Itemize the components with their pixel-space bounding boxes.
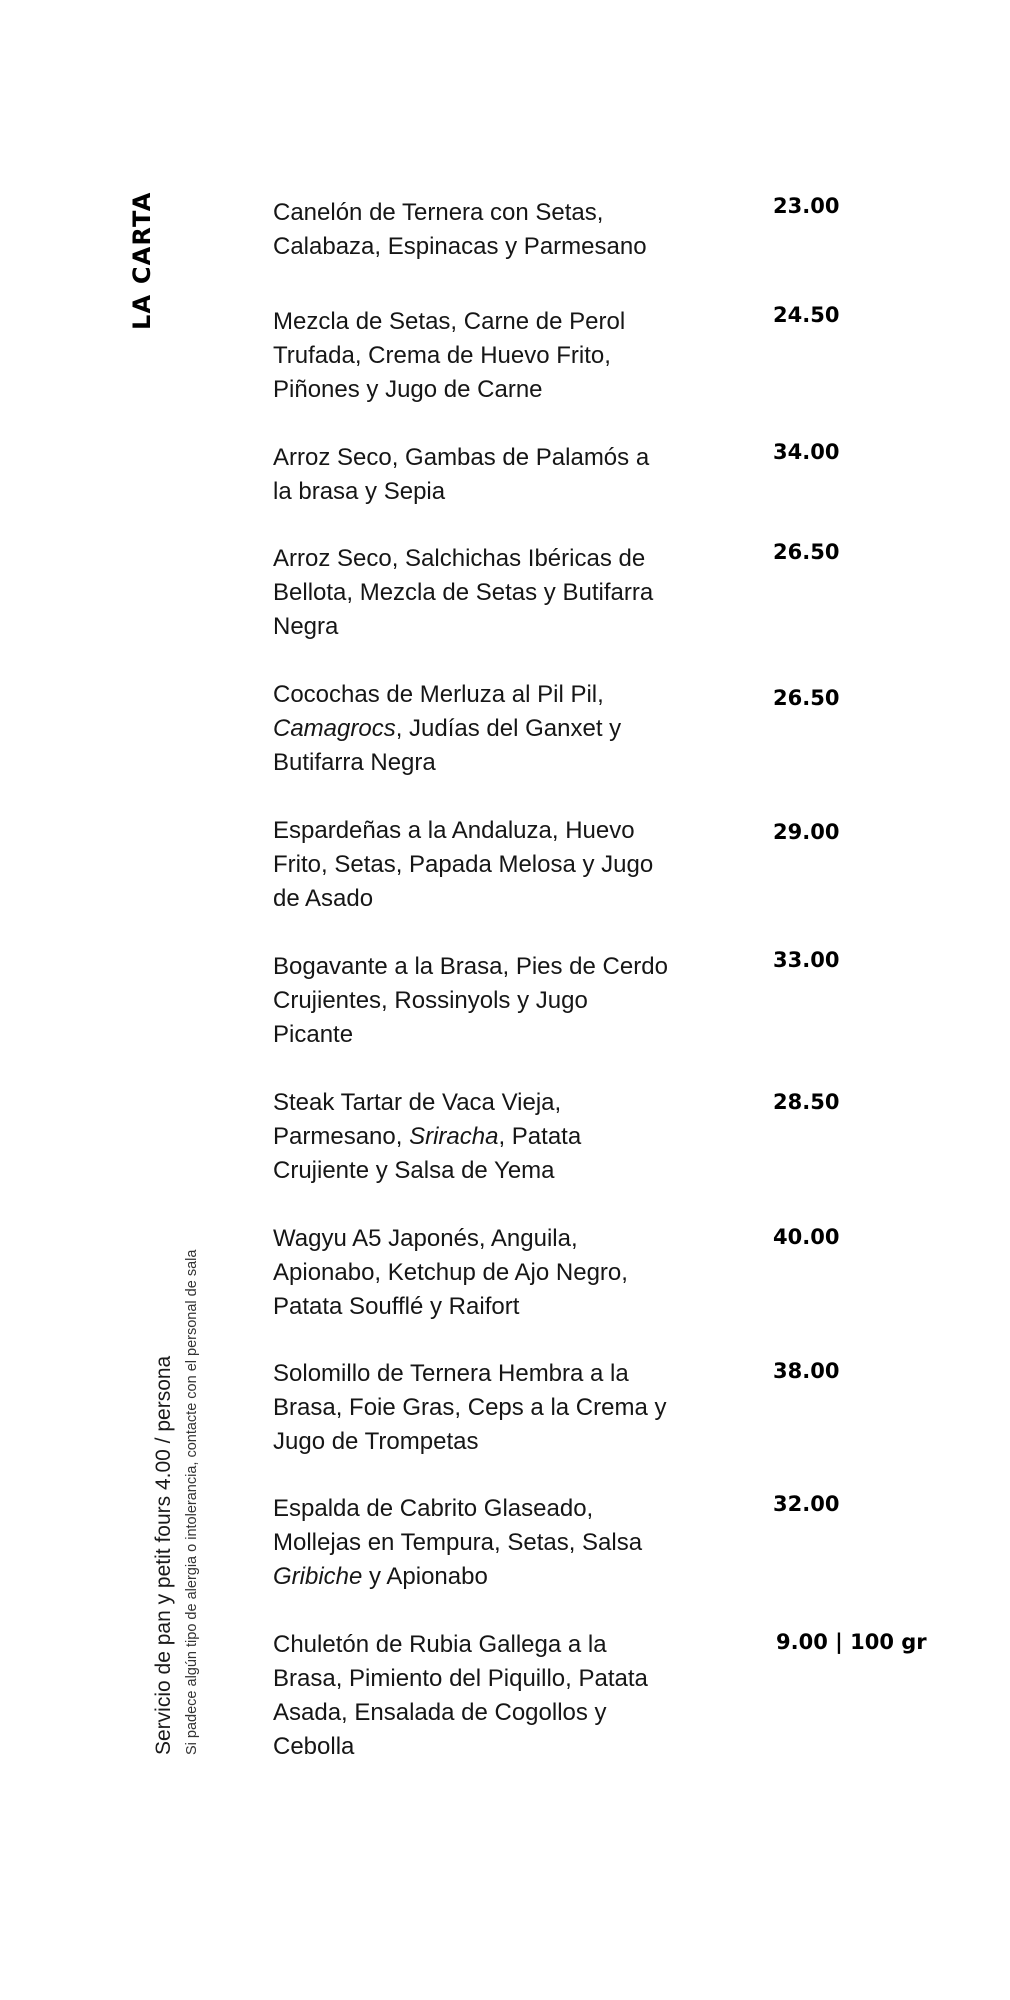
menu-item-description bbox=[273, 950, 698, 1052]
menu-item bbox=[273, 196, 953, 305]
description-line: Steak Tartar de Vaca Vieja, bbox=[273, 1089, 562, 1116]
description-line: y Apionabo bbox=[362, 1563, 488, 1590]
menu-item bbox=[273, 1357, 953, 1492]
menu-item-price: 32.00 bbox=[773, 1492, 840, 1516]
description-line: Espardeñas a la Andaluza, Huevo bbox=[273, 817, 635, 844]
menu-item-description bbox=[273, 196, 698, 264]
menu-item-description bbox=[273, 441, 698, 509]
description-line: la brasa y Sepia bbox=[273, 478, 446, 505]
description-line: Jugo de Trompetas bbox=[273, 1428, 479, 1455]
description-line: Bogavante a la Brasa, Pies de Cerdo bbox=[273, 953, 668, 980]
description-line: Crujiente y Salsa de Yema bbox=[273, 1157, 555, 1184]
menu-item-description bbox=[273, 1086, 698, 1188]
menu-item-price: 9.00 | 100 gr bbox=[776, 1630, 927, 1654]
menu-item-description bbox=[273, 1492, 698, 1594]
menu-item bbox=[273, 1492, 953, 1628]
description-line: Crujientes, Rossinyols y Jugo bbox=[273, 987, 588, 1014]
menu-item-description bbox=[273, 542, 698, 644]
description-line: de Asado bbox=[273, 885, 374, 912]
menu-item bbox=[273, 1222, 953, 1357]
description-line: Parmesano, bbox=[273, 1123, 410, 1150]
menu-item-price: 23.00 bbox=[773, 194, 840, 218]
menu-item-price: 26.50 bbox=[773, 686, 840, 710]
menu-item-description bbox=[273, 1628, 698, 1764]
menu-item bbox=[273, 678, 953, 814]
menu-item bbox=[273, 950, 953, 1086]
menu-item-price: 34.00 bbox=[773, 440, 840, 464]
description-line: , Patata bbox=[498, 1123, 582, 1150]
menu-item-description bbox=[273, 814, 698, 916]
menu-item-price: 29.00 bbox=[773, 820, 840, 844]
menu-item-price: 28.50 bbox=[773, 1090, 840, 1114]
menu-item bbox=[273, 1628, 953, 1768]
description-line: Asada, Ensalada de Cogollos y bbox=[273, 1699, 607, 1726]
menu-item bbox=[273, 814, 953, 950]
menu-item-description bbox=[273, 1222, 698, 1324]
description-line: Butifarra Negra bbox=[273, 749, 436, 776]
description-line: Cebolla bbox=[273, 1733, 355, 1760]
description-line: Mollejas en Tempura, Setas, Salsa bbox=[273, 1529, 643, 1556]
menu-item bbox=[273, 441, 953, 542]
menu-item bbox=[273, 305, 953, 441]
allergy-note: Si padece algún tipo de alergia o intolerancia, contacte con el personal de sala bbox=[184, 1249, 200, 1755]
description-line: Trufada, Crema de Huevo Frito, bbox=[273, 342, 611, 369]
description-line: Arroz Seco, Gambas de Palamós a bbox=[273, 444, 650, 471]
bread-service-note: Servicio de pan y petit fours 4.00 / persona bbox=[152, 1355, 175, 1755]
menu-item bbox=[273, 542, 953, 678]
menu-title: LA CARTA bbox=[128, 191, 156, 330]
description-italic: Camagrocs bbox=[273, 715, 396, 742]
description-line: Patata Soufflé y Raifort bbox=[273, 1293, 520, 1320]
description-line: Apionabo, Ketchup de Ajo Negro, bbox=[273, 1259, 628, 1286]
description-line: Cocochas de Merluza al Pil Pil, bbox=[273, 681, 604, 708]
description-line: Canelón de Ternera con Setas, bbox=[273, 199, 604, 226]
description-line: Chuletón de Rubia Gallega a la bbox=[273, 1631, 607, 1658]
description-line: Wagyu A5 Japonés, Anguila, bbox=[273, 1225, 578, 1252]
description-line: Calabaza, Espinacas y Parmesano bbox=[273, 233, 647, 260]
description-line: Bellota, Mezcla de Setas y Butifarra bbox=[273, 579, 654, 606]
description-italic: Sriracha bbox=[409, 1123, 499, 1150]
menu-item bbox=[273, 1086, 953, 1222]
description-line: Brasa, Foie Gras, Ceps a la Crema y bbox=[273, 1394, 667, 1421]
description-line: Brasa, Pimiento del Piquillo, Patata bbox=[273, 1665, 648, 1692]
menu-item-description bbox=[273, 678, 698, 780]
menu-item-price: 40.00 bbox=[773, 1225, 840, 1249]
menu-item-price: 24.50 bbox=[773, 303, 840, 327]
description-line: Mezcla de Setas, Carne de Perol bbox=[273, 308, 626, 335]
description-line: Frito, Setas, Papada Melosa y Jugo bbox=[273, 851, 654, 878]
description-line: Negra bbox=[273, 613, 339, 640]
description-line: Arroz Seco, Salchichas Ibéricas de bbox=[273, 545, 646, 572]
menu-item-price: 33.00 bbox=[773, 948, 840, 972]
menu-item-description bbox=[273, 305, 698, 407]
description-line: Piñones y Jugo de Carne bbox=[273, 376, 543, 403]
menu-list bbox=[273, 196, 953, 1768]
description-line: Solomillo de Ternera Hembra a la bbox=[273, 1360, 629, 1387]
menu-item-price: 38.00 bbox=[773, 1359, 840, 1383]
menu-item-price: 26.50 bbox=[773, 540, 840, 564]
menu-item-description bbox=[273, 1357, 698, 1459]
description-line: Picante bbox=[273, 1021, 354, 1048]
side-notes-rotated bbox=[150, 1250, 202, 1755]
description-line: , Judías del Ganxet y bbox=[395, 715, 622, 742]
description-line: Espalda de Cabrito Glaseado, bbox=[273, 1495, 594, 1522]
description-italic: Gribiche bbox=[273, 1563, 363, 1590]
